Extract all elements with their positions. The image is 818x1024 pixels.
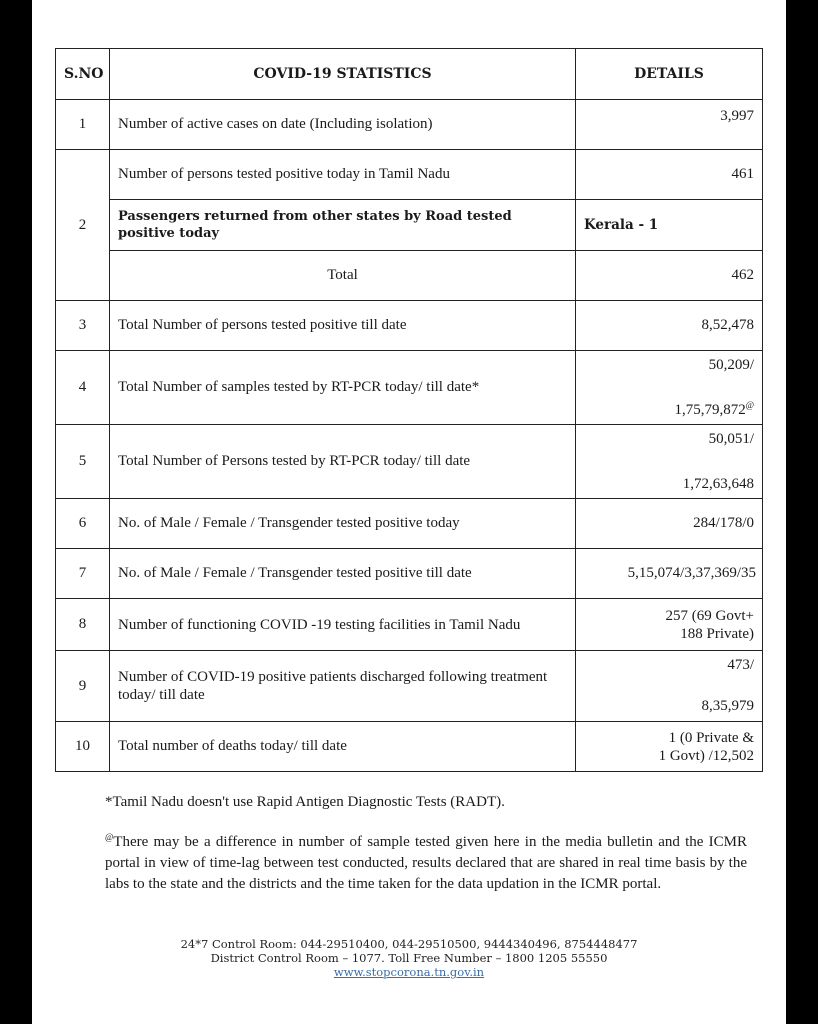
table-row bbox=[56, 499, 763, 549]
row-sno: 5 bbox=[56, 425, 110, 499]
row-label: Total Number of persons tested positive till date bbox=[110, 301, 576, 351]
row-label: Total Number of samples tested by RT-PCR today/ till date* bbox=[110, 351, 576, 425]
row-value bbox=[576, 599, 763, 651]
table-row bbox=[56, 651, 763, 722]
row-value bbox=[576, 425, 763, 499]
row-sno: 7 bbox=[56, 549, 110, 599]
row-value: 284/178/0 bbox=[576, 499, 763, 549]
value-line-2: 1 Govt) /12,502 bbox=[658, 747, 754, 764]
footnote-mark: @ bbox=[105, 832, 114, 842]
document-page bbox=[32, 0, 786, 1024]
row-label: No. of Male / Female / Transgender tested positive today bbox=[110, 499, 576, 549]
table-row bbox=[56, 251, 763, 301]
footnotes bbox=[105, 792, 747, 895]
row-label: Number of functioning COVID -19 testing facilities in Tamil Nadu bbox=[110, 599, 576, 651]
covid-statistics-table bbox=[55, 48, 763, 772]
row-label: Total number of deaths today/ till date bbox=[110, 722, 576, 772]
footnote-mark: @ bbox=[745, 399, 754, 410]
header-sno: S.NO bbox=[56, 49, 110, 100]
row-label: Number of active cases on date (Including isolation) bbox=[110, 100, 576, 150]
row-sno: 2 bbox=[56, 150, 110, 301]
row-value bbox=[576, 351, 763, 425]
row-sno: 1 bbox=[56, 100, 110, 150]
district-control-room: District Control Room – 1077. Toll Free Number – 1800 1205 55550 bbox=[210, 951, 608, 965]
row-value: 462 bbox=[576, 251, 763, 301]
row-label: No. of Male / Female / Transgender tested positive till date bbox=[110, 549, 576, 599]
value-today: 50,051/ bbox=[708, 430, 754, 447]
header-details: DETAILS bbox=[576, 49, 763, 100]
table-header-row bbox=[56, 49, 763, 100]
value-line-1: 257 (69 Govt+ bbox=[665, 607, 754, 624]
row-sno: 8 bbox=[56, 599, 110, 651]
row-value: 461 bbox=[576, 150, 763, 200]
value-today: 50,209/ bbox=[708, 356, 754, 373]
footnote-icmr: @There may be a difference in number of sample tested given here in the media bulletin and the ICMR portal in view of time-lag between test conducted, results declared that are shared in real time basis by the labs to the state and the districts and the time taken for the data updation in the ICMR portal. bbox=[105, 832, 747, 892]
table-row bbox=[56, 100, 763, 150]
value-today: 473/ bbox=[727, 657, 754, 673]
header-statistics: COVID-19 STATISTICS bbox=[110, 49, 576, 100]
value-till-date: 8,35,979 bbox=[701, 698, 754, 714]
row-value: 3,997 bbox=[576, 100, 763, 150]
row-label-total: Total bbox=[110, 251, 576, 301]
row-sno: 10 bbox=[56, 722, 110, 772]
control-room-numbers: 24*7 Control Room: 044-29510400, 044-29510500, 9444340496, 8754448477 bbox=[180, 937, 638, 951]
row-sno: 3 bbox=[56, 301, 110, 351]
row-label: Passengers returned from other states by Road tested positive today bbox=[110, 200, 576, 251]
row-label: Total Number of Persons tested by RT-PCR today/ till date bbox=[110, 425, 576, 499]
row-label: Number of COVID-19 positive patients discharged following treatment today/ till date bbox=[110, 651, 576, 722]
value-till-date: 1,75,79,872@ bbox=[674, 399, 754, 418]
row-value: Kerala - 1 bbox=[576, 200, 763, 251]
table-row bbox=[56, 549, 763, 599]
value-line-2: 188 Private) bbox=[680, 625, 754, 642]
table-row bbox=[56, 722, 763, 772]
value-till-date: 1,72,63,648 bbox=[682, 475, 754, 492]
row-value: 5,15,074/3,37,369/35 bbox=[576, 549, 763, 599]
table-row bbox=[56, 599, 763, 651]
table-row bbox=[56, 425, 763, 499]
row-value bbox=[576, 722, 763, 772]
row-value: 8,52,478 bbox=[576, 301, 763, 351]
value-line-1: 1 (0 Private & bbox=[668, 729, 754, 746]
footnote-radt: *Tamil Nadu doesn't use Rapid Antigen Diagnostic Tests (RADT). bbox=[105, 794, 505, 810]
table-row bbox=[56, 200, 763, 251]
contact-footer bbox=[32, 937, 786, 979]
row-label: Number of persons tested positive today in Tamil Nadu bbox=[110, 150, 576, 200]
table-row bbox=[56, 150, 763, 200]
table-row bbox=[56, 351, 763, 425]
website-link[interactable]: www.stopcorona.tn.gov.in bbox=[333, 965, 485, 979]
row-value bbox=[576, 651, 763, 722]
row-sno: 9 bbox=[56, 651, 110, 722]
row-sno: 6 bbox=[56, 499, 110, 549]
table-row bbox=[56, 301, 763, 351]
row-sno: 4 bbox=[56, 351, 110, 425]
